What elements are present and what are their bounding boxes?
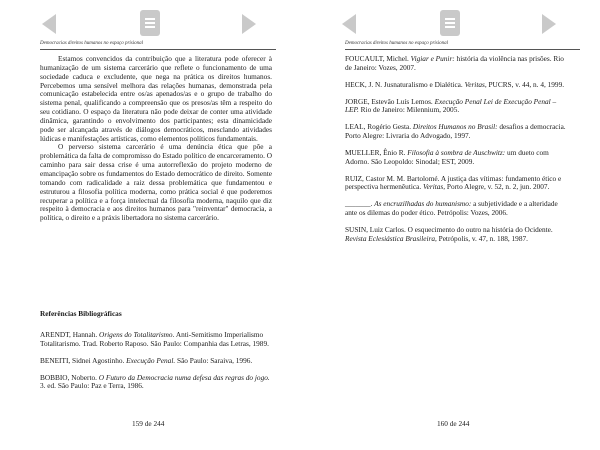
reference-entry: JORGE, Estevão Luís Lemos. Execução Penal Lei de Execução Penal – LEP. Rio de Janeiro: Milennium, 2005.	[345, 96, 557, 115]
page-number: 159 de 244	[132, 419, 165, 428]
reference-entry: SUSIN, Luiz Carlos. O esquecimento do outro na história do Ocidente. Revista Eclesiástica Brasileira, Petrópolis, v. 47, n. 188, 1987.	[345, 224, 553, 243]
reference-entry: BENEITI, Sidnei Agostinho. Execução Penal. São Paulo: Saraiva, 1996.	[40, 355, 253, 365]
menu-icon[interactable]	[140, 10, 160, 36]
running-head: Democracias direitos humanos no espaço prisional	[40, 41, 144, 46]
references-list	[345, 55, 570, 252]
reference-entry: FOUCAULT, Michel. Vigiar e Punir: história da violência nas prisões. Rio de Janeiro: Vozes, 2007.	[345, 54, 564, 72]
reference-entry: RUIZ, Castor M. M. Bartolomé. A justiça das vítimas: fundamento ético e perspectiva hermenêutica. Veritas, Porto Alegre, v. 52, n. 2, jun. 2007.	[345, 173, 562, 192]
next-page-arrow-icon[interactable]	[242, 14, 256, 34]
reference-entry: BOBBIO, Noberto. O Futuro da Democracia numa defesa das regras do jogo. 3. ed. São Paulo: Paz e Terra, 1986.	[40, 372, 270, 391]
right-nav-bar	[300, 10, 600, 38]
running-head: Democracias direitos humanos no espaço prisional	[345, 41, 449, 46]
paragraph: O perverso sistema carcerário é uma denúncia ética que põe a problemática da falta de compromisso do Estado político de encarceramento. O caminho para sair dessa crise é uma autorreflexão do projeto moderno de emancipação sobre os fundamentos do Estado democrático de direito. Somente tomando com radicalidade a raiz dessa problemática que fundamentou e estruturou a filosofia política moderna, como prática social é que poderemos recuperar a política e a força intelectual da filosofia moderna, naquilo que diz respeito à democracia e aos direitos humanos para "reinventar" democracia, a política, o direito e a práxis libertadora no sistema carcerário.	[40, 142, 272, 223]
menu-icon[interactable]	[440, 10, 460, 36]
body-text	[40, 55, 272, 223]
header-rule	[345, 49, 580, 50]
reference-entry: _______. As encruzilhadas do humanismo: a subjetividade e a alteridade ante os dilemas do poder ético. Petrópolis: Vozes, 2006.	[345, 199, 558, 218]
left-nav-bar	[0, 10, 300, 38]
right-page	[300, 0, 600, 450]
reference-entry: HECK, J. N. Jusnaturalismo e Dialética. Veritas, PUCRS, v. 44, n. 4, 1999.	[345, 79, 565, 89]
references-title: Referências Bibliográficas	[40, 309, 122, 318]
header-rule	[40, 49, 276, 50]
page-number: 160 de 244	[437, 419, 470, 428]
reference-entry: ARENDT, Hannah. Origens do Totalitarismo. Anti-Semitismo Imperialismo Totalitarismo. Trad. Roberto Raposo. São Paulo: Companhia das Letras, 1989.	[40, 330, 269, 348]
reference-entry: MUELLER, Ênio R. Filosofia à sombra de Auschwitz: um dueto com Adorno. São Leopoldo: Sinodal; EST, 2009.	[345, 147, 549, 166]
previous-page-arrow-icon[interactable]	[342, 14, 356, 34]
references-list	[40, 331, 272, 399]
paragraph: Estamos convencidos da contribuição que a literatura pode oferecer à humanização de um sistema carcerário que reflete o funcionamento de uma sociedade caduca e excludente, que nega na prática os direitos humanos. Percebemos uma sensível melhora das relações humanas, demonstrada pela comunicação estabelecida entre os/as apenados/as e o grupo de trabalho do sistema penal, qualificando a compreensão que os presos/as têm a respeito do seu cotidiano. O espaço da literatura não pode deixar de conter uma atividade dinâmica, garantindo o envolvimento dos participantes; esta dinamicidade pode ser alcançada através de diálogos democráticos, mesclando atividades lúdicas e manifestações artísticas, como elementos políticos fundamentais.	[40, 54, 272, 143]
previous-page-arrow-icon[interactable]	[42, 14, 56, 34]
next-page-arrow-icon[interactable]	[542, 14, 556, 34]
reference-entry: LEAL, Rogério Gesta. Direitos Humanos no Brasil: desafios a democracia. Porto Alegre: Livraria do Advogado, 1997.	[345, 122, 566, 141]
